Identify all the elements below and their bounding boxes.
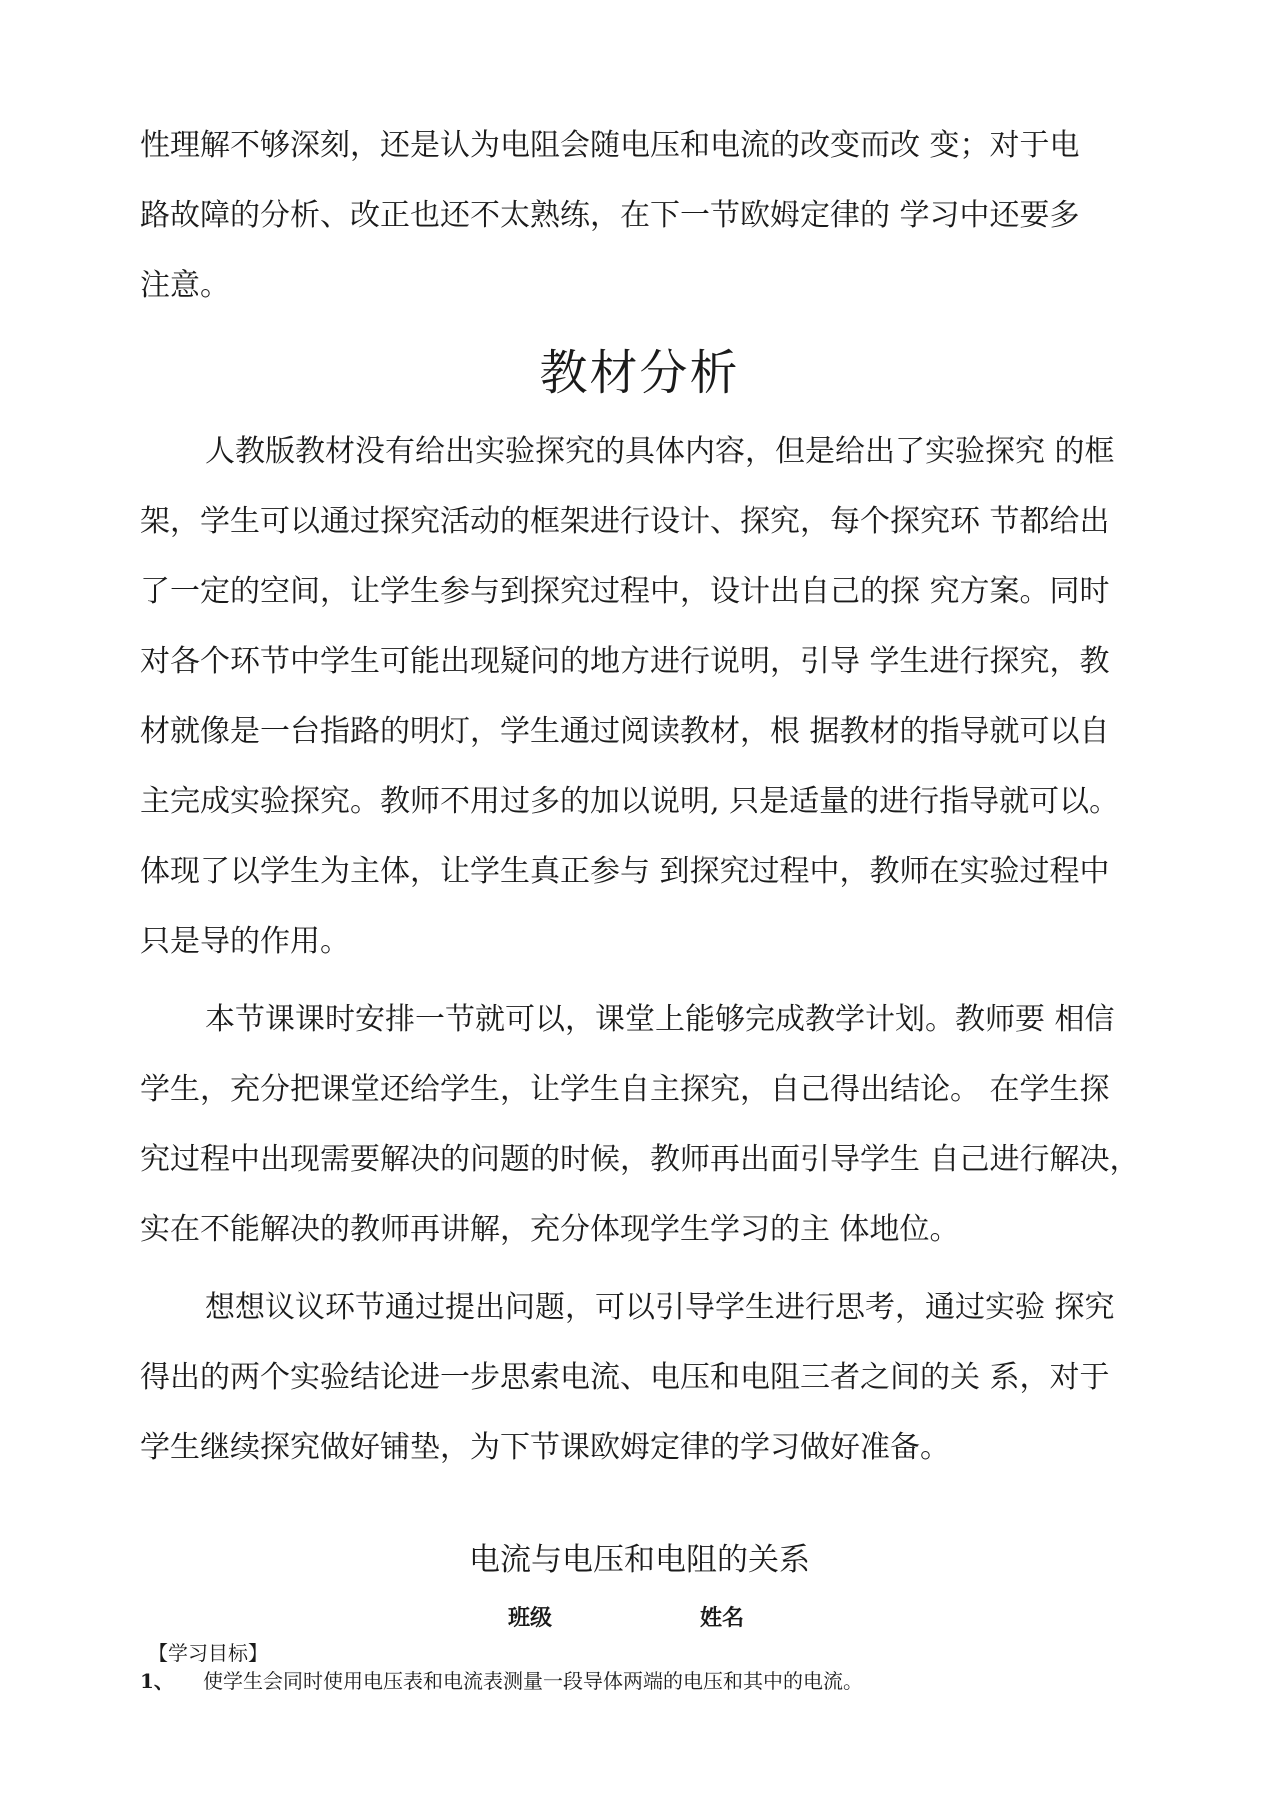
para2-line-4: 实在不能解决的教师再讲解，充分体现学生学习的主 体地位。 bbox=[140, 1212, 960, 1247]
para2-line-3: 究过程中出现需要解决的问题的时候，教师再出面引导学生 自己进行解决， bbox=[140, 1142, 1140, 1177]
para3-line-1: 想想议议环节通过提出问题，可以引导学生进行思考，通过实验 探究 bbox=[205, 1290, 1115, 1325]
para1-line-8: 只是导的作用。 bbox=[140, 924, 350, 959]
name-label: 姓名 bbox=[700, 1606, 745, 1631]
class-label: 班级 bbox=[508, 1606, 553, 1631]
para2-line-2: 学生，充分把课堂还给学生，让学生自主探究，自己得出结论。 在学生探 bbox=[140, 1072, 1110, 1107]
objective-1-number: 1、 bbox=[140, 1669, 174, 1693]
objectives-heading: 【学习目标】 bbox=[148, 1641, 268, 1665]
intro-line-2: 路故障的分析、改正也还不太熟练，在下一节欧姆定律的 学习中还要多 bbox=[140, 198, 1080, 233]
para1-line-4: 对各个环节中学生可能出现疑问的地方进行说明，引导 学生进行探究，教 bbox=[140, 644, 1110, 679]
para2-line-1: 本节课课时安排一节就可以，课堂上能够完成教学计划。教师要 相信 bbox=[205, 1002, 1115, 1037]
section-title: 教材分析 bbox=[539, 345, 740, 401]
intro-line-1: 性理解不够深刻，还是认为电阻会随电压和电流的改变而改 变；对于电 bbox=[140, 128, 1080, 163]
para1-line-1: 人教版教材没有给出实验探究的具体内容，但是给出了实验探究 的框 bbox=[205, 434, 1115, 469]
para1-line-3: 了一定的空间，让学生参与到探究过程中，设计出自己的探 究方案。同时 bbox=[140, 574, 1110, 609]
para3-line-2: 得出的两个实验结论进一步思索电流、电压和电阻三者之间的关 系，对于 bbox=[140, 1360, 1110, 1395]
objective-1-text: 使学生会同时使用电压表和电流表测量一段导体两端的电压和其中的电流。 bbox=[203, 1669, 863, 1693]
para1-line-2: 架，学生可以通过探究活动的框架进行设计、探究，每个探究环 节都给出 bbox=[140, 504, 1110, 539]
para1-line-5: 材就像是一台指路的明灯，学生通过阅读教材，根 据教材的指导就可以自 bbox=[140, 714, 1110, 749]
para3-line-3: 学生继续探究做好铺垫，为下节课欧姆定律的学习做好准备。 bbox=[140, 1430, 950, 1465]
worksheet-title: 电流与电压和电阻的关系 bbox=[469, 1542, 810, 1578]
para1-line-7: 体现了以学生为主体，让学生真正参与 到探究过程中，教师在实验过程中 bbox=[140, 854, 1110, 889]
para1-line-6: 主完成实验探究。教师不用过多的加以说明, 只是适量的进行指导就可以。 bbox=[140, 784, 1120, 819]
intro-line-3: 注意。 bbox=[140, 268, 230, 303]
